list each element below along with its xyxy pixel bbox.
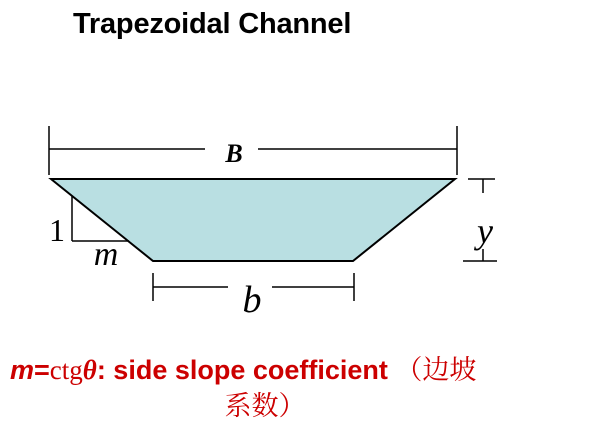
label-B: B [225,139,243,168]
caption-theta: θ [82,355,97,385]
caption-text: : side slope coefficient [96,355,388,385]
caption-line-2: 系数） [224,391,306,421]
label-y: y [477,211,493,251]
caption-cn-open: （边坡 [395,355,477,385]
page-title: Trapezoidal Channel [73,8,352,40]
label-one: 1 [49,212,65,248]
caption-m: m [10,355,35,385]
label-b: b [242,279,262,321]
caption-ctg: ctg [49,355,83,385]
caption-line-1 [10,352,476,388]
caption-eq: = [34,355,50,385]
label-m: m [93,236,119,273]
